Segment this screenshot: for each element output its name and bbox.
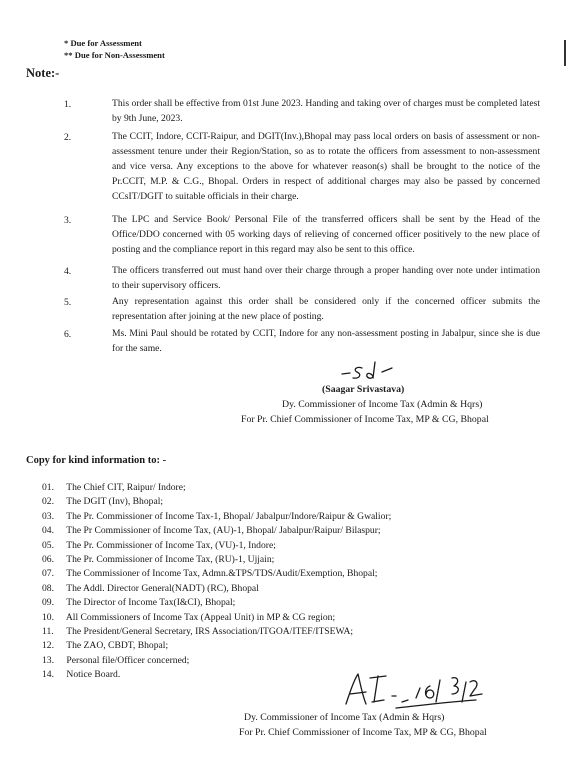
copy-text: The Pr. Commissioner of Income Tax-1, Bhopal/ Jabalpur/Indore/Raipur & Gwalior; [66, 510, 392, 522]
signatory-for-line-2: For Pr. Chief Commissioner of Income Tax, MP & CG, Bhopal [239, 727, 487, 738]
note-number: 5. [64, 297, 72, 308]
copy-text: The ZAO, CBDT, Bhopal; [66, 640, 169, 652]
copy-list-item [42, 539, 276, 553]
copy-number: 01. [42, 482, 54, 493]
copy-list-item [42, 639, 168, 653]
signatory-for-line: For Pr. Chief Commissioner of Income Tax, MP & CG, Bhopal [241, 414, 489, 425]
footnote-assessment: * Due for Assessment [64, 38, 142, 48]
copy-list-item [42, 495, 163, 509]
copy-list-item [42, 596, 235, 610]
copy-text: The Commissioner of Income Tax, Admn.&TPS/TDS/Audit/Exemption, Bhopal; [66, 568, 378, 580]
signatory-name: (Saagar Srivastava) [322, 384, 405, 395]
copy-number: 14. [42, 669, 54, 681]
copy-list-item [42, 553, 274, 567]
copy-list-item [42, 625, 353, 639]
note-number: 3. [64, 215, 72, 226]
copy-number: 06. [42, 554, 54, 565]
note-number: 4. [64, 266, 72, 277]
copy-number: 11. [42, 626, 54, 637]
copy-text: Personal file/Officer concerned; [66, 654, 190, 666]
copy-number: 09. [42, 597, 54, 609]
handwritten-signature [336, 668, 486, 714]
copy-number: 08. [42, 582, 54, 594]
copy-text: The President/General Secretary, IRS Association/ITGOA/ITEF/ITSEWA; [66, 626, 354, 637]
copy-number: 03. [42, 510, 54, 522]
note-number: 2. [64, 132, 72, 143]
copy-list-item [42, 510, 391, 524]
copy-text: The DGIT (Inv), Bhopal; [66, 496, 164, 508]
copy-number: 07. [42, 568, 54, 580]
copy-text: The Pr. Commissioner of Income Tax, (VU)-1, Indore; [66, 539, 276, 551]
note-text: Any representation against this order shall be considered only if the concerned officer submits the representation after joining at the new place of posting. [112, 296, 540, 322]
note-heading: Note:- [26, 66, 60, 80]
handwritten-date [0, 0, 1, 1]
copy-text: The Pr. Commissioner of Income Tax, (RU)-1, Ujjain; [66, 554, 275, 565]
note-text: This order shall be effective from 01st June 2023. Handing and taking over of charges must be completed latest by 9th June, 2023. [112, 98, 540, 124]
copy-number: 13. [42, 654, 54, 666]
note-text: The officers transferred out must hand over their charge through a proper handing over note under intimation to their supervisory officers. [112, 265, 540, 291]
copy-number: 12. [42, 640, 54, 652]
note-text: The LPC and Service Book/ Personal File of the transferred officers shall be sent by the Head of the Office/DDO concerned with 05 working days of relieving of concerned officer positively to the new place of posting and the compliance report in this regard may also be sent to this office. [112, 214, 540, 255]
copy-text: The Pr Commissioner of Income Tax, (AU)-1, Bhopal/ Jabalpur/Raipur/ Bilaspur; [66, 525, 381, 537]
copy-number: 04. [42, 525, 54, 537]
copy-list-item [42, 524, 381, 538]
copy-list-item [42, 668, 120, 682]
copy-list-item [42, 654, 189, 668]
note-text: Ms. Mini Paul should be rotated by CCIT, Indore for any non-assessment posting in Jabalpur, since she is due for the same. [112, 328, 540, 354]
copy-list-item [42, 611, 335, 625]
note-number: 6. [64, 329, 72, 340]
copy-list-item [42, 582, 259, 596]
copy-text: All Commissioners of Income Tax (Appeal Unit) in MP & CG region; [65, 611, 336, 623]
copy-number: 10. [42, 611, 54, 623]
copy-text: Notice Board. [66, 669, 121, 681]
signature-sd-mark [338, 358, 408, 382]
copy-text: The Addl. Director General(NADT) (RC), Bhopal [66, 582, 259, 594]
signatory-designation-2: Dy. Commissioner of Income Tax (Admin & Hqrs) [244, 712, 445, 723]
note-number: 1. [64, 99, 72, 110]
margin-mark [564, 40, 566, 66]
copy-list-item [42, 567, 377, 581]
copy-number: 02. [42, 496, 54, 508]
copy-list-item [42, 481, 186, 495]
note-text: The CCIT, Indore, CCIT-Raipur, and DGIT(Inv.),Bhopal may pass local orders on basis of assessment or non-assessment tenure under their Region/Station, so as to rotate the officers from assessment to non-assessment and vice versa. Any exceptions to the above for whatever reason(s) shall be brought to the notice of the Pr.CCIT, M.P. & C.G., Bhopal. Orders in respect of additional charges may also be passed by concerned CCsIT/DGIT to suitable officials in their charge. [112, 131, 540, 202]
copy-text: The Director of Income Tax(I&CI), Bhopal; [66, 597, 236, 609]
signatory-designation: Dy. Commissioner of Income Tax (Admin & Hqrs) [282, 399, 483, 410]
footnote-non-assessment: ** Due for Non-Assessment [64, 50, 165, 60]
copy-heading: Copy for kind information to: - [26, 455, 167, 466]
copy-number: 05. [42, 539, 54, 551]
copy-text: The Chief CIT, Raipur/ Indore; [66, 482, 186, 493]
